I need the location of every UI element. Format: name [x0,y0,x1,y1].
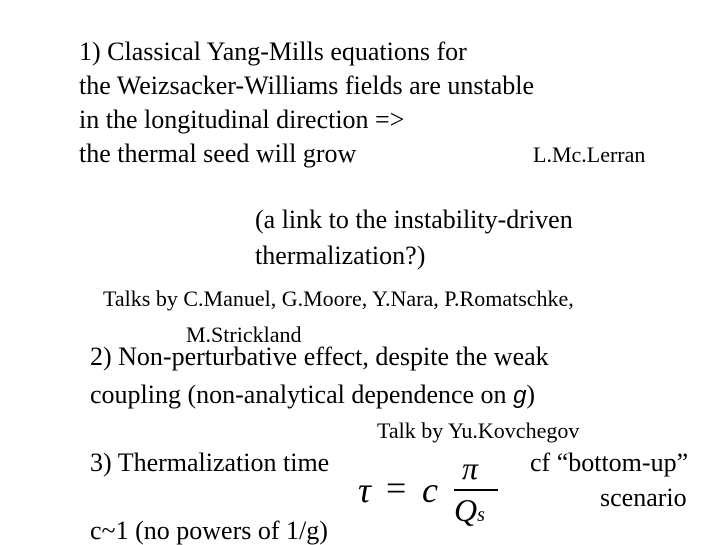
item2-line-2 [90,382,535,408]
talks-line-2: M.Strickland [186,322,302,347]
item2-line-2-prefix: coupling (non-analytical dependence on [90,380,514,409]
note-scenario: scenario [600,483,687,512]
formula-denominator [454,494,485,526]
aside-line-1: (a link to the instability-driven [255,205,573,234]
formula-numerator: π [462,450,479,486]
formula-subscript: s [477,504,485,526]
item3-label: 3) Thermalization time [90,448,330,477]
formula-equals: = [386,468,407,508]
item2-line-1: 2) Non-perturbative effect, despite the weak [90,342,549,371]
item1-line-2: the Weizsacker-Williams fields are unstable [79,71,535,100]
aside-line-2: thermalization?) [255,241,426,270]
item1-line-1: 1) Classical Yang-Mills equations for [79,37,467,66]
item1-line-4: the thermal seed will grow [79,139,357,168]
formula-q: Q [454,492,478,528]
author-mclerran: L.Mc.Lerran [533,142,646,167]
item2-line-2-suffix: ) [526,380,536,409]
g-variable: g [513,382,527,409]
note-bottom-up: cf “bottom-up” [530,448,689,477]
item1-line-3: in the longitudinal direction => [79,105,405,134]
formula-coefficient: c [422,470,438,510]
talk-kovchegov: Talk by Yu.Kovchegov [377,418,580,443]
thermalization-time-formula [358,452,508,532]
fraction-bar [454,489,498,491]
footer-coefficient-note: c~1 (no powers of 1/g) [90,516,328,545]
talks-line-1: Talks by C.Manuel, G.Moore, Y.Nara, P.Romatschke, [103,286,574,311]
formula-tau: τ [358,470,371,510]
